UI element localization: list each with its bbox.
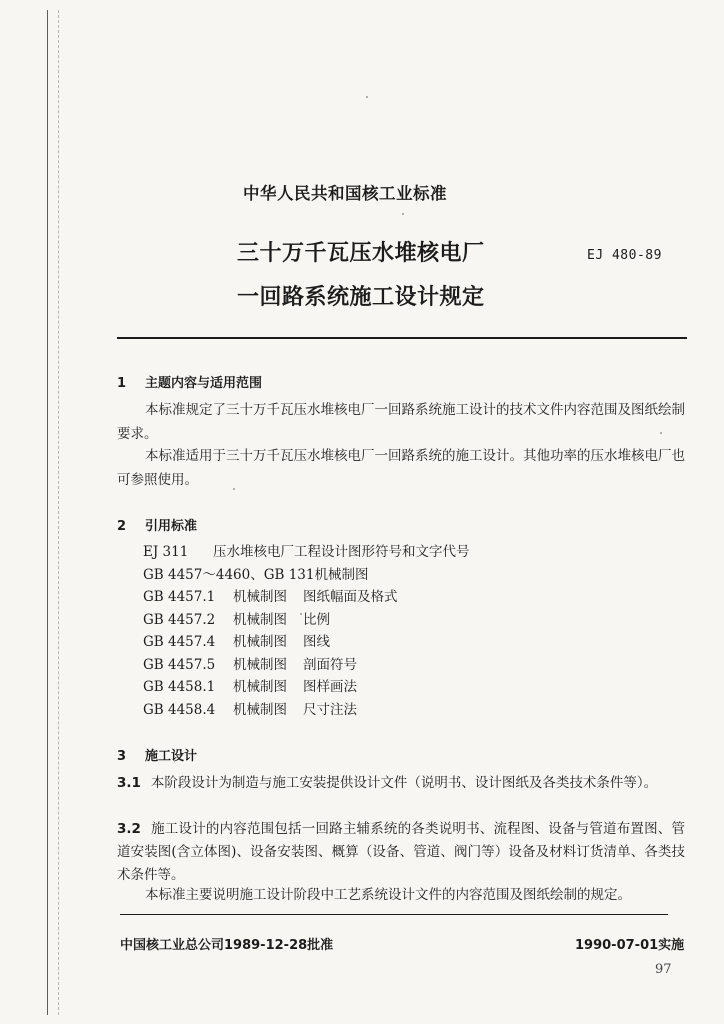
page-number: 97 [655,962,672,977]
reference-item [143,676,470,699]
binding-dotted-line [58,10,60,1015]
section1-paragraph1: 本标准规定了三十万千瓦压水堆核电厂一回路系统施工设计的技术文件内容范围及图纸绘制要求。 [117,402,685,442]
reference-name: 机械制图 [314,566,369,583]
scan-speck [660,432,662,434]
effective-date: 1990-07-01实施 [575,938,685,953]
document-title-line2: 一回路系统施工设计规定 [237,285,485,310]
reference-list [143,541,470,721]
section1-title: 主题内容与适用范围 [145,376,263,391]
scan-speck [300,613,302,615]
reference-name: 机械制图 [233,679,287,695]
binding-margin-line [47,10,48,1015]
reference-item [143,631,470,654]
clause-text: 施工设计的内容范围包括一回路主辅系统的各类说明书、流程图、设备与管道布置图、管道安装图(含立体图)、设备安装图、概算（设备、管道、阀门等）设备及材料订货清单、各类技术条件等。 [117,821,685,883]
section3-heading [117,745,197,764]
section3-closing: 本标准主要说明施工设计阶段中工艺系统设计文件的内容范围及图纸绘制的规定。 [145,887,631,903]
footer-divider [120,914,668,915]
reference-code: GB 4457.4 [143,634,216,650]
issuing-organization: 中华人民共和国核工业标准 [243,184,447,203]
clause-number: 3.2 [117,821,141,837]
clause-3-2 [117,818,685,887]
scan-speck [402,213,404,215]
section2-number: 2 [117,519,127,534]
clause-number: 3.1 [117,775,141,791]
clause-3-1 [117,772,685,795]
reference-detail: 尺寸注法 [303,701,357,718]
reference-detail: 图样画法 [303,679,357,695]
reference-item [143,586,470,609]
section1-paragraph2: 本标准适用于三十万千瓦压水堆核电厂一回路系统的施工设计。其他功率的压水堆核电厂也可参照使用。 [117,448,685,488]
reference-detail: 图纸幅面及格式 [303,589,398,605]
approval-statement: 中国核工业总公司1989-12-28批准 [120,938,334,953]
section3-number: 3 [117,749,127,764]
reference-name: 机械制图 [233,701,287,718]
reference-name: 机械制图 [233,611,287,628]
scan-speck [233,488,235,490]
reference-code: GB 4457～4460、GB 131 [143,566,315,583]
reference-code: GB 4457.5 [143,656,216,673]
reference-code: EJ 311 [143,544,189,560]
reference-detail: 剖面符号 [303,656,357,673]
reference-detail: 比例 [303,611,330,628]
reference-item [143,609,470,632]
reference-code: GB 4457.2 [143,611,216,628]
section3-title: 施工设计 [145,749,198,764]
reference-name: 压水堆核电厂工程设计图形符号和文字代号 [213,544,470,560]
reference-code: GB 4457.1 [143,589,216,605]
section2-title: 引用标准 [145,519,198,534]
section1-number: 1 [117,376,127,391]
reference-item [143,564,470,587]
reference-code: GB 4458.4 [143,701,216,718]
reference-name: 机械制图 [233,656,287,673]
reference-item [143,654,470,677]
standard-code: EJ 480-89 [587,248,662,263]
header-divider [117,337,687,339]
reference-code: GB 4458.1 [143,679,216,695]
reference-item [143,699,470,722]
section1-heading [117,372,262,391]
reference-name: 机械制图 [233,589,287,605]
reference-detail: 图线 [303,634,330,650]
document-title-line1: 三十万千瓦压水堆核电厂 [237,241,485,266]
reference-name: 机械制图 [233,634,287,650]
scan-speck [366,96,368,98]
reference-item [143,541,470,564]
clause-text: 本阶段设计为制造与施工安装提供设计文件（说明书、设计图纸及各类技术条件等）。 [150,775,658,791]
section2-heading [117,515,197,534]
